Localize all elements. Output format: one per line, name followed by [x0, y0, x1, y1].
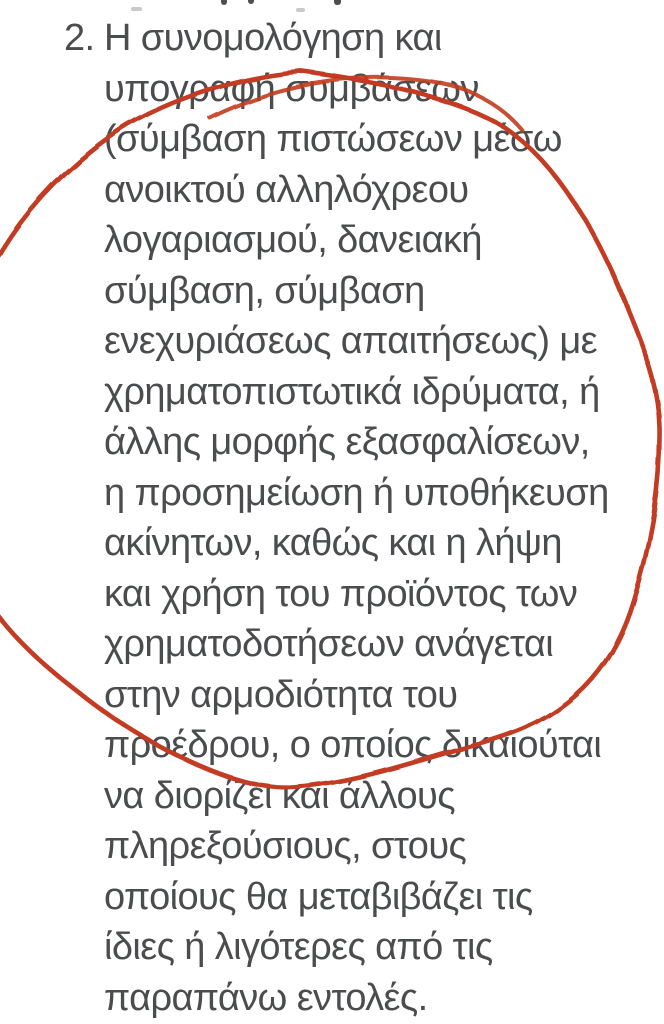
text-line: ενεχυριάσεως απαιτήσεως) με	[104, 320, 597, 362]
text-line: σύμβαση, σύμβαση	[104, 269, 425, 312]
clipped-line-fragment	[221, 0, 227, 5]
text-line: ακίνητων, καθώς και η λήψη	[104, 522, 562, 564]
list-number: 2.	[64, 17, 95, 59]
text-line: πληρεξούσιους, στους	[104, 825, 467, 867]
text-line: χρηματοδοτήσεων ανάγεται	[104, 623, 554, 665]
text-line: η προσημείωση ή υποθήκευση	[104, 471, 609, 514]
text-line: ανοικτού αλληλόχρεου	[104, 168, 469, 211]
clipped-line-fragment	[334, 0, 341, 5]
clipped-line-fragment	[131, 7, 142, 11]
text-line: υπογραφή συμβάσεων	[104, 67, 479, 110]
text-line: οποίους θα μεταβιβάζει τις	[104, 875, 533, 918]
text-line: ίδιες ή λιγότερες από τις	[104, 926, 493, 968]
text-line: προέδρου, ο οποίος δικαιούται	[104, 724, 602, 766]
clipped-line-fragment	[248, 0, 254, 4]
text-line: (σύμβαση πιστώσεων μέσω	[104, 118, 562, 160]
text-line: άλλης μορφής εξασφαλίσεων,	[104, 421, 590, 463]
text-line: λογαριασμού, δανειακή	[104, 219, 482, 261]
text-line: χρηματοπιστωτικά ιδρύματα, ή	[104, 370, 600, 413]
text-line: Η συνομολόγηση και	[104, 17, 442, 59]
text-line: να διορίζει και άλλους	[104, 774, 455, 817]
text-line: και χρήση του προϊόντος των	[104, 572, 578, 615]
paragraph-text	[104, 13, 609, 1023]
text-line: παραπάνω εντολές.	[104, 976, 428, 1019]
text-line: στην αρμοδιότητα του	[104, 673, 458, 716]
clipped-line-fragment	[296, 8, 305, 12]
